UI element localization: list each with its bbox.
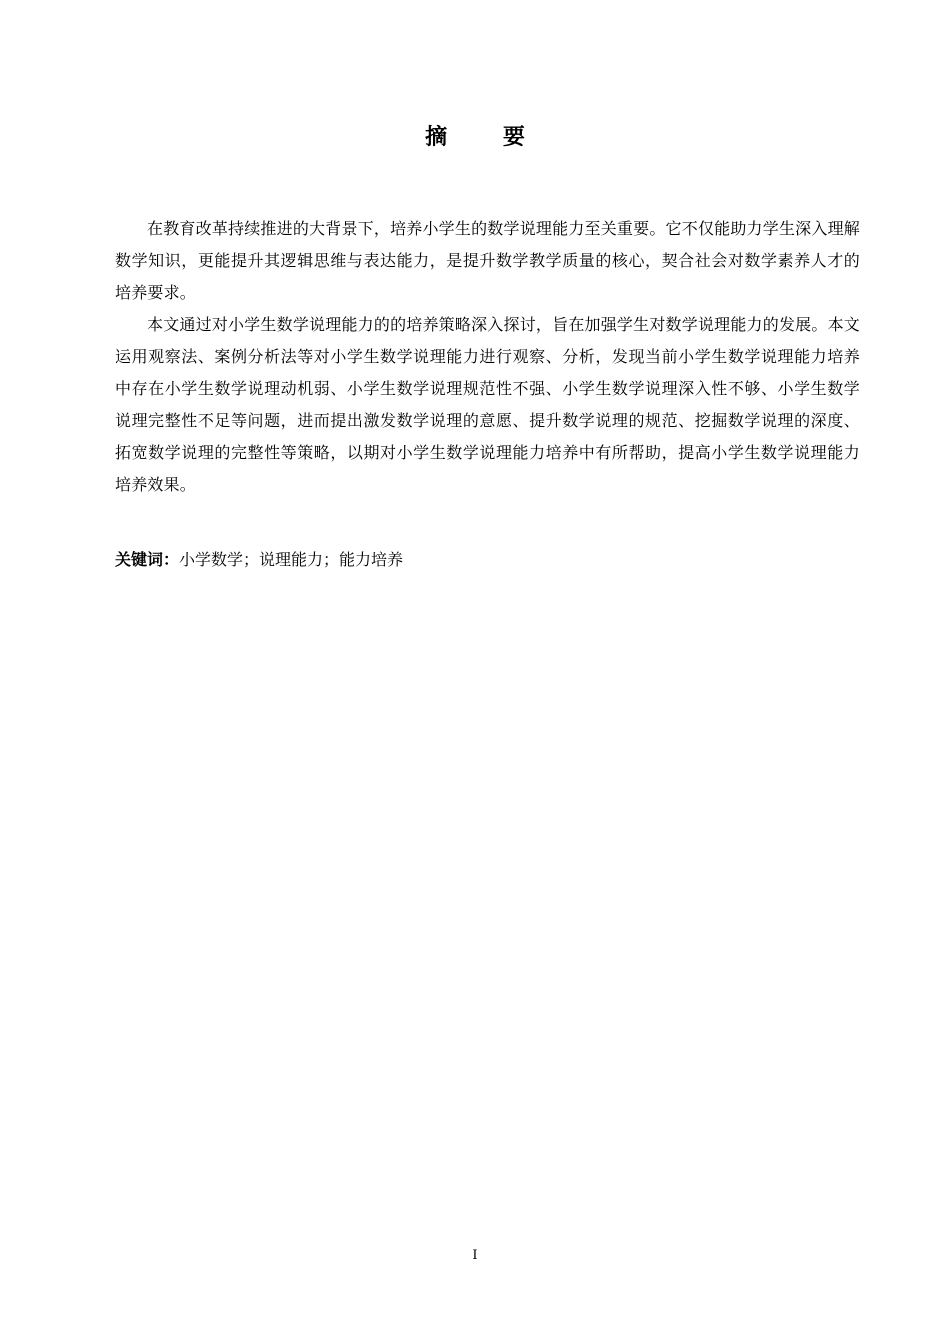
- keywords-label: 关键词：: [115, 550, 180, 569]
- abstract-paragraph-2: 本文通过对小学生数学说理能力的的培养策略深入探讨，旨在加强学生对数学说理能力的发展。本文运用观察法、案例分析法等对小学生数学说理能力进行观察、分析，发现当前小学生数学说理能力培养中存在小学生数学说理动机弱、小学生数学说理规范性不强、小学生数学说理深入性不够、小学生数学说理完整性不足等问题，进而提出激发数学说理的意愿、提升数学说理的规范、挖掘数学说理的深度、拓宽数学说理的完整性等策略，以期对小学生数学说理能力培养中有所帮助，提高小学生数学说理能力培养效果。: [115, 315, 860, 494]
- abstract-paragraph-1: 在教育改革持续推进的大背景下，培养小学生的数学说理能力至关重要。它不仅能助力学生深入理解数学知识，更能提升其逻辑思维与表达能力，是提升数学教学质量的核心，契合社会对数学素养人才的培养要求。: [115, 219, 860, 302]
- page-number: I: [472, 1248, 478, 1263]
- keywords-line: [115, 544, 860, 576]
- abstract-body: [115, 213, 860, 501]
- abstract-title: 摘 要: [425, 125, 549, 150]
- keywords-value: 小学数学；说理能力；能力培养: [179, 550, 404, 569]
